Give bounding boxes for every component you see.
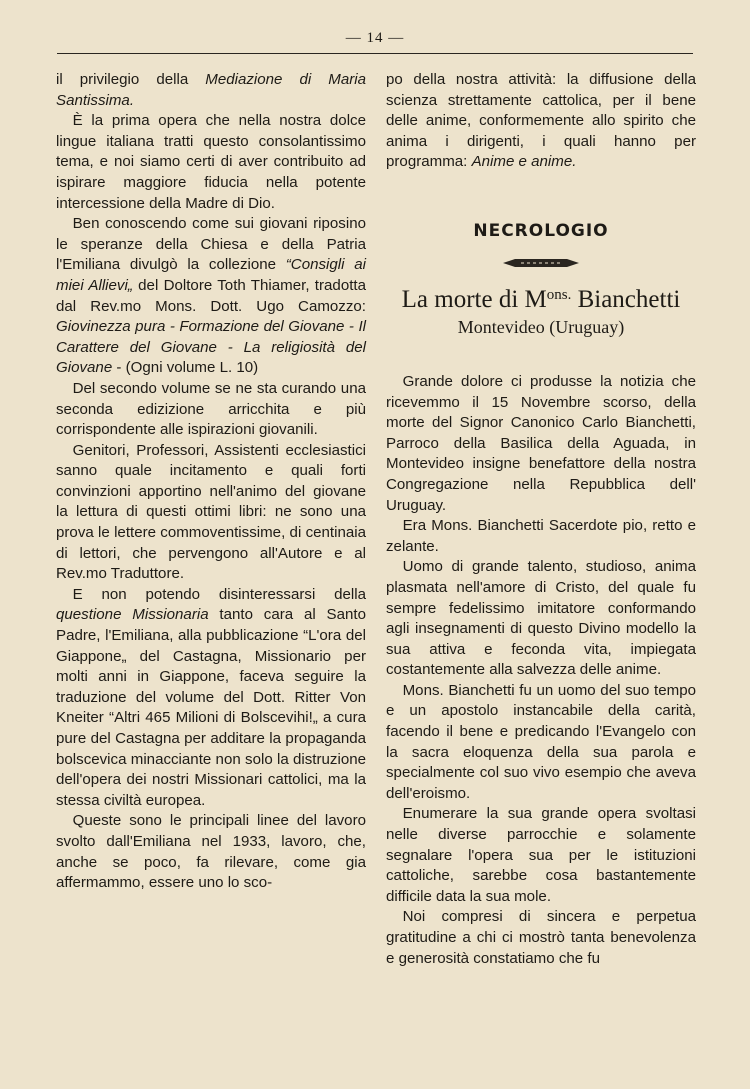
left-column	[56, 70, 366, 894]
ornament-divider-icon	[501, 256, 581, 270]
text: Era Mons. Bianchetti Sacerdote pio, retto e zelante.	[386, 517, 696, 555]
article-subheadline: Montevideo (Uruguay)	[457, 316, 625, 337]
text: E non potendo disinteressarsi della	[72, 585, 366, 603]
text: Genitori, Professori, Assistenti ecclesiastici sanno quale incitamento e quali forti convinzioni apportino nell'animo del giovane la lettura di questi ottimi libri: ne sono una prova le lettere commoventissime, di centinaia di lettori, che pervengono all'Autore e al Rev.mo Traduttore.	[56, 441, 366, 583]
text: - (Ogni volume L. 10)	[112, 359, 259, 377]
text: Uomo di grande talento, studioso, anima plasmata nell'amore di Cristo, del quale fu sempre fedelissimo imitatore conformando agli insegnamenti di questo Divino modello la sua attiva e feconda vita, impiegata costantemente alla salvezza delle anime.	[386, 558, 696, 679]
italic-text: Giovinezza pura - Formazione del Giovane - Il Carattere del Giovane - La religiosità del Giovane	[56, 318, 366, 377]
italic-text: Anime e anime.	[471, 153, 577, 171]
page-number: — 14 —	[345, 30, 405, 46]
text: Grande dolore ci produsse la notizia che ricevemmo il 15 Novembre scorso, della morte del Signor Canonico Carlo Bianchetti, Parroco della Basilica della Aguada, in Montevideo insigne benefattore della nostra Congregazione nella Repubblica dell' Uruguay.	[386, 372, 696, 514]
text: Noi compresi di sincera e perpetua gratitudine a chi ci mostrò tanta benevolenza e generosità constatiamo che fu	[386, 908, 696, 967]
paragraph	[386, 681, 696, 805]
text: il privilegio della	[56, 71, 206, 88]
text: È la prima opera che nella nostra dolce lingue italiana tratti questo consolantissimo tema, e noi siamo certi di aver contribuito ad ispirare maggiore fiducia nella potente intercessione della Madre di Dio.	[56, 112, 366, 212]
italic-text: “Consigli ai miei Allievi„	[56, 256, 366, 294]
paragraph	[56, 811, 366, 893]
section-title: NECROLOGIO	[473, 220, 609, 241]
text: Mons. Bianchetti fu un uomo del suo tempo e un apostolo instancabile della carità, facendo il bene e predicando l'Evangelo con la sacra eloquenza della sua parola e specialmente col suo vivo esempio che aveva dell'eroismo.	[386, 681, 696, 802]
paragraph	[56, 379, 366, 441]
right-column	[386, 70, 696, 969]
paragraph	[56, 111, 366, 214]
text: po della nostra attività: la diffusione della scienza strettamente cattolica, per il bene delle anime, conformemente allo spirito che anima i dirigenti, i quali hanno per programma:	[386, 71, 696, 171]
text: Queste sono le principali linee del lavoro svolto dall'Emiliana nel 1933, lavoro, che, anche se poco, fa rilevare, come gia affermammo, essere uno lo sco-	[56, 812, 366, 892]
text: Enumerare la sua grande opera svoltasi nelle diverse parrocchie e solamente segnalare l'opera sua per le istituzioni cattoliche, sarebbe cosa bastantemente difficile data la sua mole.	[386, 805, 696, 905]
text: Del secondo volume se ne sta curando una seconda edizizione arricchita e più corrispondente alle ispirazioni giovanili.	[56, 379, 366, 439]
italic-text: questione Missionaria	[56, 606, 209, 624]
paragraph	[386, 557, 696, 681]
paragraph	[386, 907, 696, 969]
paragraph	[386, 516, 696, 557]
paragraph	[386, 804, 696, 907]
paragraph	[56, 70, 366, 111]
text: del Doltore Toth Thiamer, tradotta dal Rev.mo Mons. Dott. Ugo Camozzo:	[56, 276, 366, 315]
text: Ben conoscendo come sui giovani riposino le speranze della Chiesa e della Patria l'Emiliana divulgò la collezione	[56, 215, 366, 274]
text: tanto cara al Santo Padre, l'Emiliana, alla pubblicazione “L'ora del Giappone„ del Castagna, Missionario per molti anni in Giappone, faceva seguire la traduzione del volume del Dott. Ritter Von Kneiter “Altri 465 Milioni di Bolscevihi!„ a cura pure del Castagna per additare la propaganda bolscevica minacciante non solo la distruzione dell'opera dei nostri Missionari cattolici, ma la stessa civiltà europea.	[56, 606, 366, 809]
top-rule	[57, 53, 693, 54]
paragraph	[386, 70, 696, 173]
italic-text: Mediazione di Maria Santissima.	[56, 71, 366, 109]
paragraph	[386, 372, 696, 516]
article-body	[386, 372, 696, 969]
article-headline: La morte di $M^{ons.}$ Bianchetti	[401, 285, 681, 313]
left-column-text	[56, 70, 366, 894]
paragraph	[56, 441, 366, 585]
right-column-intro	[386, 70, 696, 173]
paragraph	[56, 214, 366, 379]
paragraph	[56, 585, 366, 812]
